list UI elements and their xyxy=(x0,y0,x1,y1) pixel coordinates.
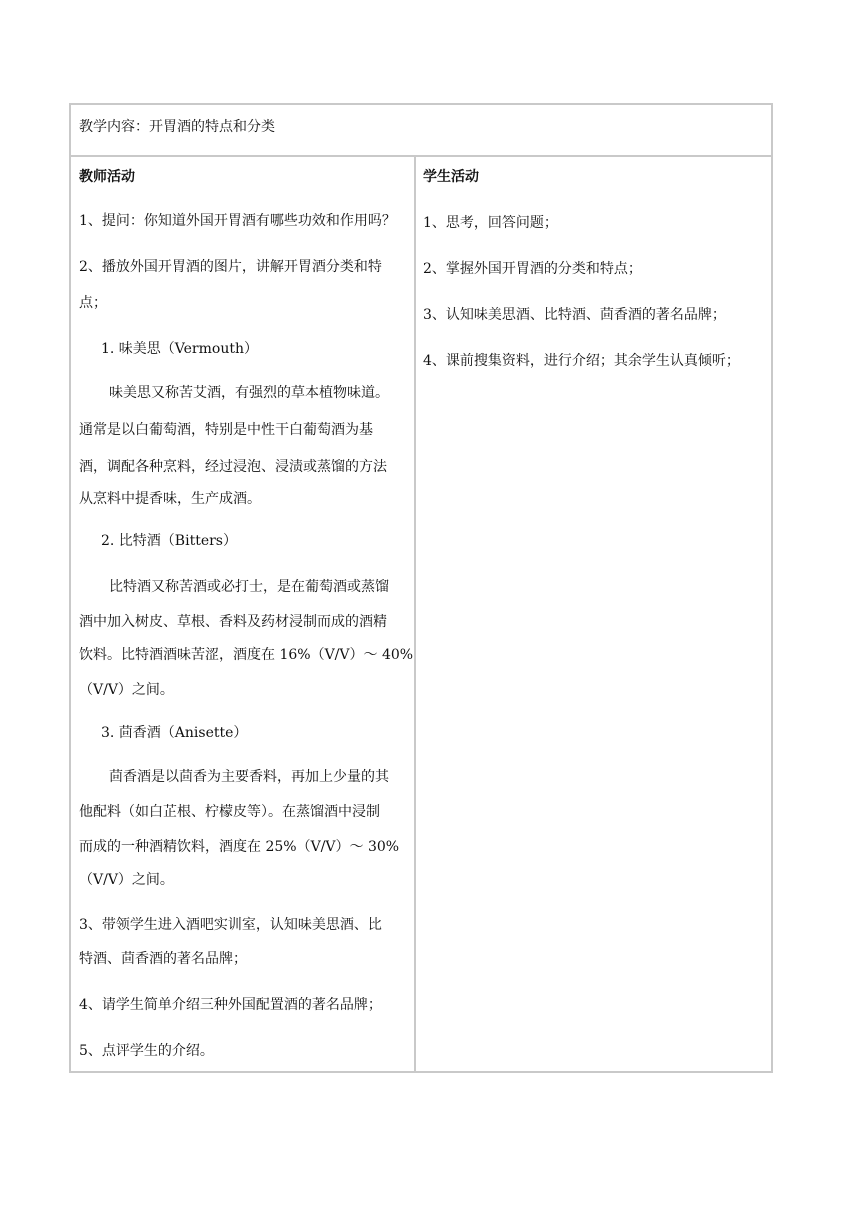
vermouth-text-4: 从烹料中提香味，生产成酒。 xyxy=(79,491,261,507)
bitters-title: 2. 比特酒（Bitters） xyxy=(101,533,237,549)
anisette-title: 3. 茴香酒（Anisette） xyxy=(101,725,248,741)
anisette-text-4: （V/V）之间。 xyxy=(79,872,174,888)
column-divider xyxy=(414,157,416,1071)
vermouth-text-2: 通常是以白葡萄酒，特别是中性干白葡萄酒为基 xyxy=(79,422,373,438)
teacher-item-1: 1、提问：你知道外国开胃酒有哪些功效和作用吗？ xyxy=(79,213,396,229)
anisette-text-3: 而成的一种酒精饮料，酒度在 25%（V/V）～ 30% xyxy=(79,839,400,855)
student-heading: 学生活动 xyxy=(423,169,479,185)
bitters-text-1: 比特酒又称苦酒或必打士，是在葡萄酒或蒸馏 xyxy=(109,579,389,595)
lesson-table xyxy=(69,103,773,1073)
teacher-item-2-line-1: 2、播放外国开胃酒的图片，讲解开胃酒分类和特 xyxy=(79,259,382,275)
teacher-item-2-line-2: 点； xyxy=(79,295,107,311)
bitters-text-2: 酒中加入树皮、草根、香料及药材浸制而成的酒精 xyxy=(79,614,387,630)
teacher-item-3-line-2: 特酒、茴香酒的著名品牌； xyxy=(79,951,247,967)
anisette-text-1: 茴香酒是以茴香为主要香料，再加上少量的其 xyxy=(109,769,389,785)
vermouth-text-1: 味美思又称苦艾酒，有强烈的草本植物味道。 xyxy=(109,385,389,401)
student-item-3: 3、认知味美思酒、比特酒、茴香酒的著名品牌； xyxy=(423,307,726,323)
vermouth-title: 1. 味美思（Vermouth） xyxy=(101,341,258,357)
teacher-item-4: 4、请学生简单介绍三种外国配置酒的著名品牌； xyxy=(79,997,382,1013)
anisette-text-2: 他配料（如白芷根、柠檬皮等）。在蒸馏酒中浸制 xyxy=(79,804,380,820)
bitters-text-4: （V/V）之间。 xyxy=(79,682,174,698)
vermouth-text-3: 酒，调配各种烹料，经过浸泡、浸渍或蒸馏的方法 xyxy=(79,459,387,475)
bitters-text-3: 饮料。比特酒酒味苦涩，酒度在 16%（V/V）～ 40% xyxy=(79,647,414,663)
student-item-4: 4、课前搜集资料，进行介绍；其余学生认真倾听； xyxy=(423,353,740,369)
header-cell xyxy=(71,105,771,157)
student-item-2: 2、掌握外国开胃酒的分类和特点； xyxy=(423,261,642,277)
teacher-item-5: 5、点评学生的介绍。 xyxy=(79,1043,214,1059)
teacher-item-3-line-1: 3、带领学生进入酒吧实训室，认知味美思酒、比 xyxy=(79,917,382,933)
teaching-content-title: 教学内容：开胃酒的特点和分类 xyxy=(79,119,275,135)
student-item-1: 1、思考，回答问题； xyxy=(423,215,558,231)
teacher-heading: 教师活动 xyxy=(79,169,135,185)
